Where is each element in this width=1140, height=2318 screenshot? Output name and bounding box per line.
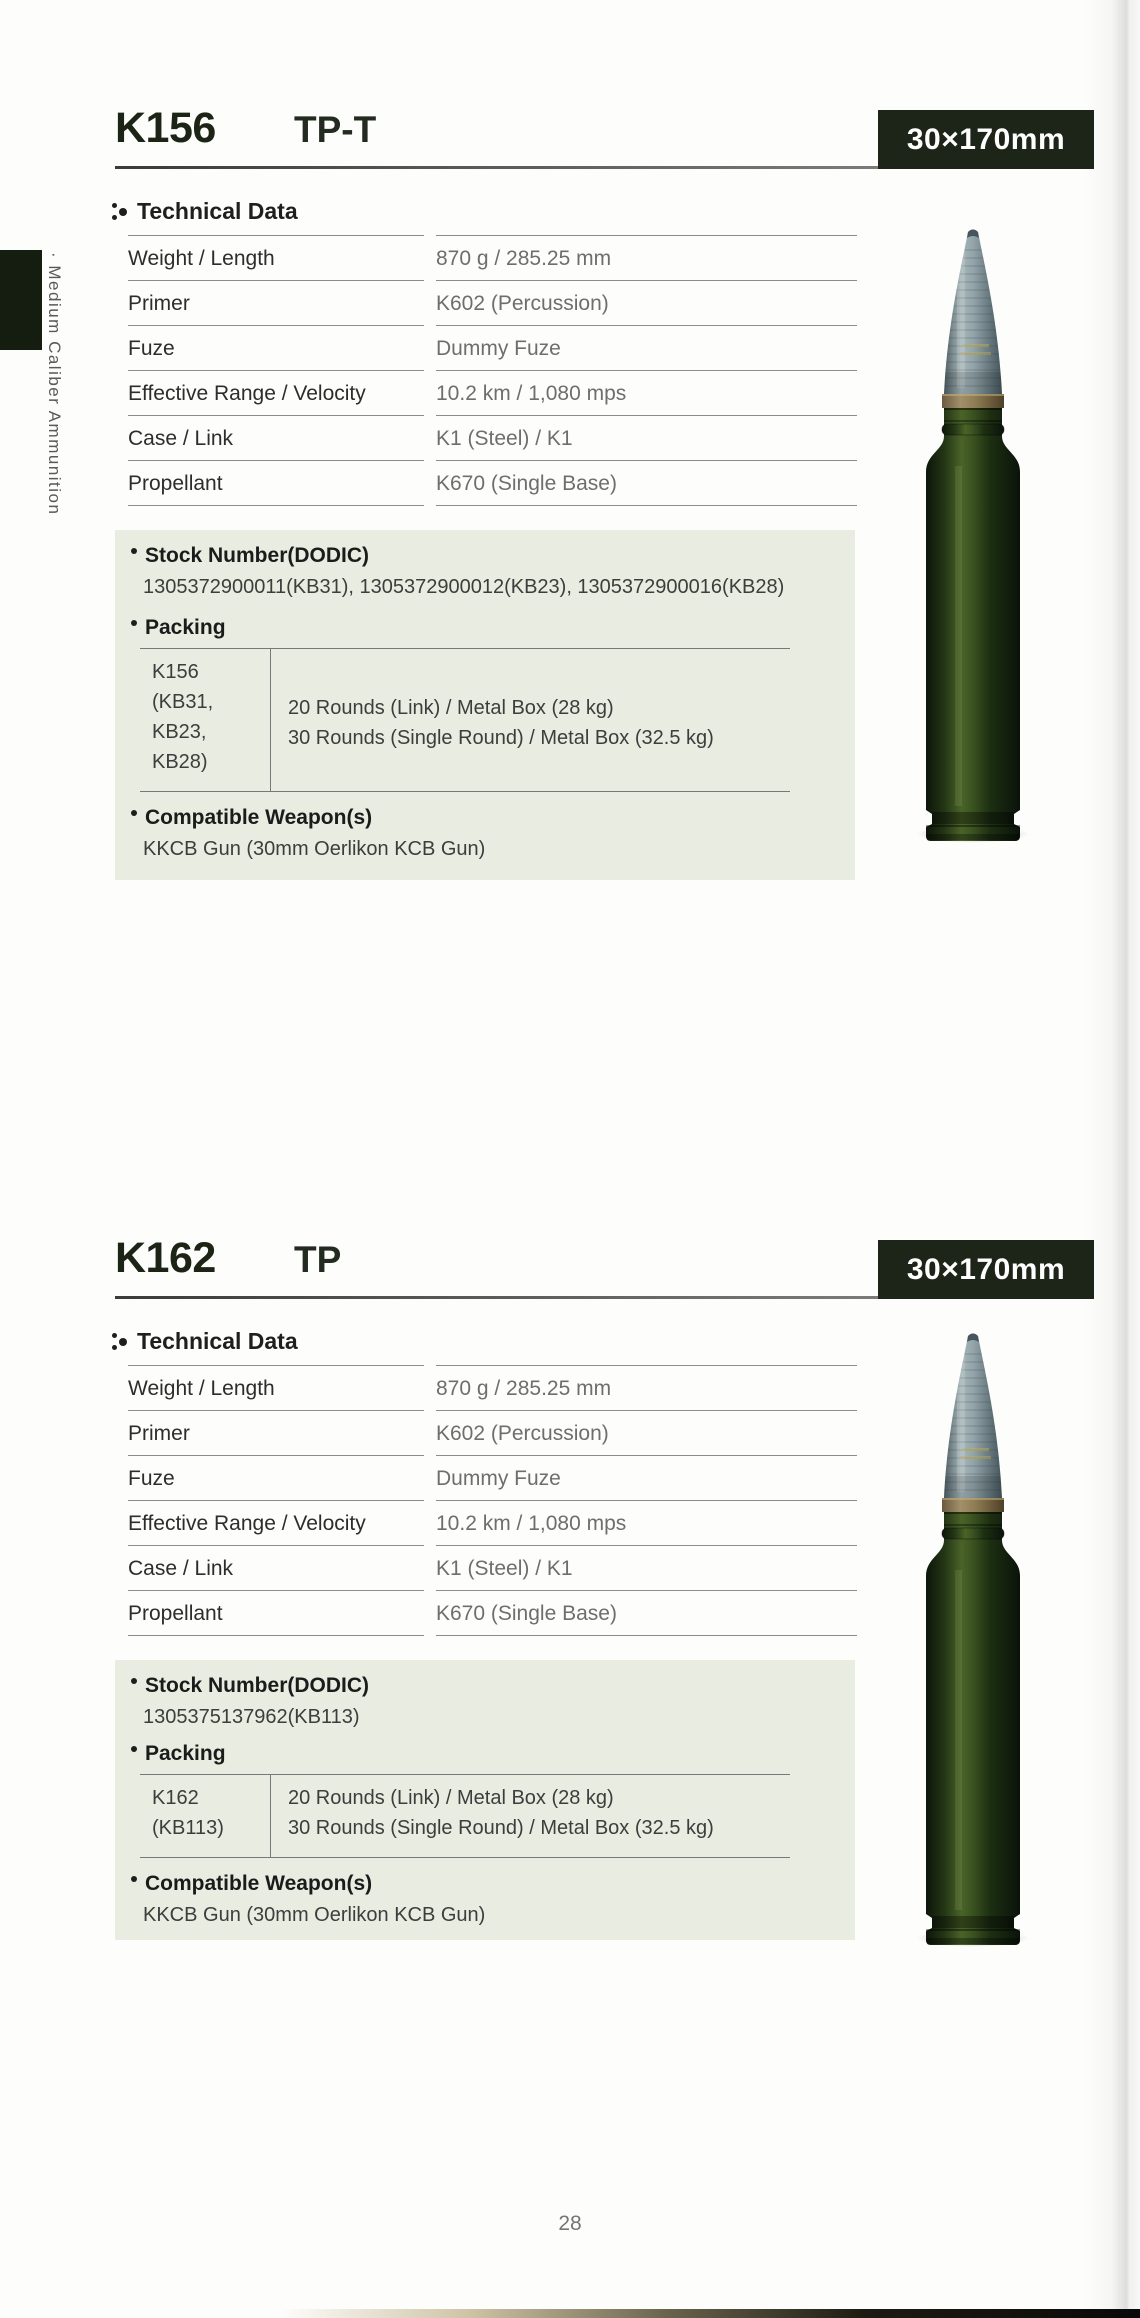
tech-row-label: Fuze (128, 1455, 424, 1500)
technical-data-heading (112, 198, 298, 225)
tech-row-value: Dummy Fuze (436, 1455, 857, 1500)
bottom-edge-bar (280, 2309, 1140, 2318)
packing-spec-line: 30 Rounds (Single Round) / Metal Box (32.5 kg) (288, 727, 714, 749)
packing-model-line: K162 (152, 1787, 199, 1809)
tech-row-label: Primer (128, 1410, 424, 1455)
tech-row-label: Weight / Length (128, 1365, 424, 1410)
technical-data-heading (112, 1328, 298, 1355)
technical-data-icon (112, 1329, 128, 1355)
packing-heading: Packing (131, 1742, 226, 1766)
bullet-icon (131, 1746, 137, 1752)
bullet-icon (131, 620, 137, 626)
packing-model-cell (140, 1775, 271, 1857)
packing-model-line: KB23, (152, 721, 207, 743)
page-number: 28 (558, 2212, 582, 2235)
tech-row-value: 870 g / 285.25 mm (436, 1365, 857, 1410)
caliber-badge: 30×170mm (878, 110, 1094, 169)
sidebar-label: · Medium Caliber Ammunition (45, 252, 64, 516)
packing-spec-cell (271, 1775, 790, 1857)
technical-data-icon (112, 199, 128, 225)
tech-row-value: Dummy Fuze (436, 325, 857, 370)
bullet-icon (131, 1876, 137, 1882)
tech-row-value: K670 (Single Base) (436, 1590, 857, 1635)
section-rule (115, 166, 878, 169)
tech-value-column (436, 235, 857, 506)
bullet-icon (131, 810, 137, 816)
bullet-icon (131, 548, 137, 554)
tech-row-label: Case / Link (128, 1545, 424, 1590)
compatible-weapons-heading: Compatible Weapon(s) (131, 1872, 372, 1896)
technical-data-title: Technical Data (137, 1328, 298, 1354)
tech-row-value: K670 (Single Base) (436, 460, 857, 505)
packing-model-line: KB28) (152, 751, 208, 773)
tech-row-value: K1 (Steel) / K1 (436, 1545, 857, 1590)
packing-model-cell (140, 649, 271, 791)
packing-table (140, 648, 790, 792)
packing-spec-line: 30 Rounds (Single Round) / Metal Box (32.5 kg) (288, 1817, 714, 1839)
cartridge-photo-k162 (911, 1330, 1035, 1950)
tech-row-label: Case / Link (128, 415, 424, 460)
model-type: TP-T (294, 109, 377, 150)
technical-data-table (128, 235, 857, 506)
packing-model-line: (KB113) (152, 1817, 224, 1839)
stock-number-heading: Stock Number(DODIC) (131, 544, 369, 568)
packing-model-line: K156 (152, 661, 199, 683)
tech-row-label: Fuze (128, 325, 424, 370)
packing-model-line: (KB31, (152, 691, 214, 713)
section-rule (115, 1296, 878, 1299)
packing-spec-line: 20 Rounds (Link) / Metal Box (28 kg) (288, 697, 614, 719)
model-number: K156 (115, 104, 216, 152)
stock-number-value: 1305372900011(KB31), 1305372900012(KB23), 1305372900016(KB28) (143, 576, 785, 598)
tech-value-column (436, 1365, 857, 1636)
compatible-weapons-value: KKCB Gun (30mm Oerlikon KCB Gun) (143, 838, 486, 860)
packing-table (140, 1774, 790, 1858)
compatible-weapons-value: KKCB Gun (30mm Oerlikon KCB Gun) (143, 1904, 486, 1926)
info-panel (115, 530, 855, 880)
tech-row-label: Effective Range / Velocity (128, 370, 424, 415)
stock-number-value: 1305375137962(KB113) (143, 1706, 360, 1728)
model-number: K162 (115, 1234, 216, 1282)
info-panel (115, 1660, 855, 1940)
tech-row-label: Weight / Length (128, 235, 424, 280)
model-type: TP (294, 1239, 342, 1280)
tech-row-value: K1 (Steel) / K1 (436, 415, 857, 460)
compatible-weapons-heading: Compatible Weapon(s) (131, 806, 372, 830)
tech-row-value: 870 g / 285.25 mm (436, 235, 857, 280)
tech-row-value: 10.2 km / 1,080 mps (436, 1500, 857, 1545)
cartridge-photo-k156 (911, 226, 1035, 846)
tech-row-value: 10.2 km / 1,080 mps (436, 370, 857, 415)
tech-row-label: Primer (128, 280, 424, 325)
packing-spec-cell (271, 649, 790, 791)
tech-label-column (128, 1365, 424, 1636)
technical-data-title: Technical Data (137, 198, 298, 224)
tech-row-value: K602 (Percussion) (436, 280, 857, 325)
tech-row-label: Propellant (128, 1590, 424, 1635)
tech-row-label: Propellant (128, 460, 424, 505)
tech-label-column (128, 235, 424, 506)
tech-row-value: K602 (Percussion) (436, 1410, 857, 1455)
packing-heading: Packing (131, 616, 226, 640)
technical-data-table (128, 1365, 857, 1636)
packing-spec-line: 20 Rounds (Link) / Metal Box (28 kg) (288, 1787, 614, 1809)
caliber-badge: 30×170mm (878, 1240, 1094, 1299)
stock-number-heading: Stock Number(DODIC) (131, 1674, 369, 1698)
tech-row-label: Effective Range / Velocity (128, 1500, 424, 1545)
bullet-icon (131, 1678, 137, 1684)
